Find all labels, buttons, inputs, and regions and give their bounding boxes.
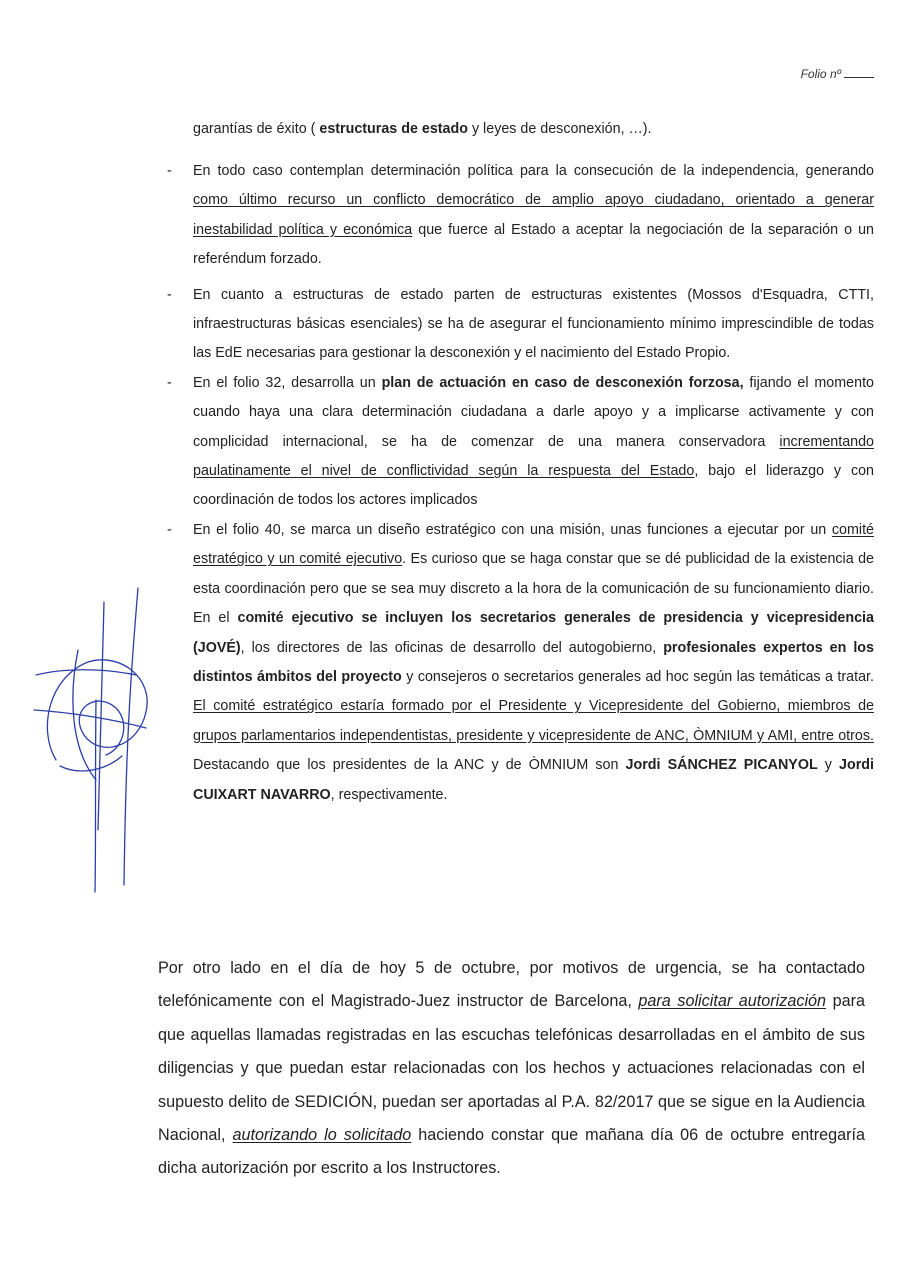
text-span: En el folio 32, desarrolla un [193,374,382,391]
dash-bullet: - [167,163,172,179]
dash-bullet: - [167,374,172,391]
folio-blank-line [844,66,874,78]
text-span: y leyes de desconexión, …). [467,121,652,137]
text-span: , los directores de las oficinas de desarrollo del autogobierno, [240,639,664,656]
underlined-text: El comité estratégico estaría formado por el Presidente y Vicepresidente del Gobierno, miembros de grupos parlamentarios independentistas, presidente y vicepresidente de ANC, ÒMNIUM y AMI, entre otros. [193,698,874,744]
bold-text: Jordi CUIXART NAVARRO [193,757,875,803]
text-span: En cuanto a estructuras de estado parten de estructuras existentes (Mossos d'Esquadra, CTTI, infraestructuras básicas esenciales) se ha de asegurar el funcionamiento mínimo imprescindible de todas las EdE necesarias para gestionar la desconexión y el nacimiento del Estado Propio. [193,286,874,362]
bold-text: profesionales expertos en los distintos ámbitos del proyecto [193,639,874,685]
text-span: , respectivamente. [330,786,448,803]
folio-number [801,66,874,81]
text-span: fijando el momento cuando haya una clara determinación ciudadana a darle apoyo y a implicarse activamente y con complicidad internacional, se ha de comenzar de una manera conservadora [193,374,874,450]
italic-underlined-text: autorizando lo solicitado [232,1126,412,1145]
bullet-item [162,369,874,516]
bullet-item [162,157,874,275]
handwritten-signature [26,580,156,900]
text-span: que fuerce al Estado a aceptar la negociación de la separación o un referéndum forzado. [193,221,875,268]
bold-text: estructuras de estado [319,121,468,137]
italic-underlined-text: para solicitar autorización [638,992,827,1011]
bold-text: comité ejecutivo se incluyen los secretarios generales de presidencia y vicepresidencia (JOVÉ) [193,610,874,656]
text-span: . Es curioso que se haga constar que se dé publicidad de la existencia de esta coordinación pero que se sea muy discreto a la hora de la comunicación de su funcionamiento diario. En el [193,551,874,627]
bold-text: plan de actuación en caso de desconexión forzosa, [381,374,744,391]
continuation-paragraph [193,115,873,144]
bullet-list [162,157,874,810]
text-span: , bajo el liderazgo y con coordinación de todos los actores implicados [193,463,874,509]
text-span: garantías de éxito ( [193,121,320,137]
text-span: Destacando que los presidentes de la ANC y de ÒMNIUM son [193,757,626,774]
underlined-text: comité estratégico y un comité ejecutivo [193,521,874,568]
underlined-text: incrementando paulatinamente el nivel de conflictividad según la respuesta del Estado [193,433,874,480]
text-span: y [817,757,840,774]
dash-bullet: - [167,286,172,303]
bold-text: Jordi SÁNCHEZ PICANYOL [625,757,818,774]
final-paragraph [158,952,865,1186]
text-span: En todo caso contemplan determinación política para la consecución de la independencia, generando [193,163,874,179]
text-span: haciendo constar que mañana día 06 de octubre entregaría dicha autorización por escrito a los Instructores. [158,1126,865,1178]
bullet-item [162,281,874,369]
underlined-text: como último recurso un conflicto democrático de amplio apoyo ciudadano, orientado a generar inestabilidad política y económica [193,192,874,238]
folio-label: Folio nº [800,67,841,81]
text-span: para que aquellas llamadas registradas en las escuchas telefónicas desarrolladas en el ámbito de sus diligencias y que puedan estar relacionadas con los hechos y actuaciones relacionadas con el supuesto delito de SEDICIÓN, puedan ser aportadas al P.A. 82/2017 que se sigue en la Audiencia Nacional, [158,992,865,1145]
text-span: y consejeros o secretarios generales ad hoc según las temáticas a tratar. [401,668,874,685]
text-span: En el folio 40, se marca un diseño estratégico con una misión, unas funciones a ejecutar por un [193,521,832,538]
dash-bullet: - [167,521,172,538]
text-span: Por otro lado en el día de hoy 5 de octubre, por motivos de urgencia, se ha contactado telefónicamente con el Magistrado-Juez instructor de Barcelona, [158,959,865,1011]
bullet-item [162,516,874,810]
